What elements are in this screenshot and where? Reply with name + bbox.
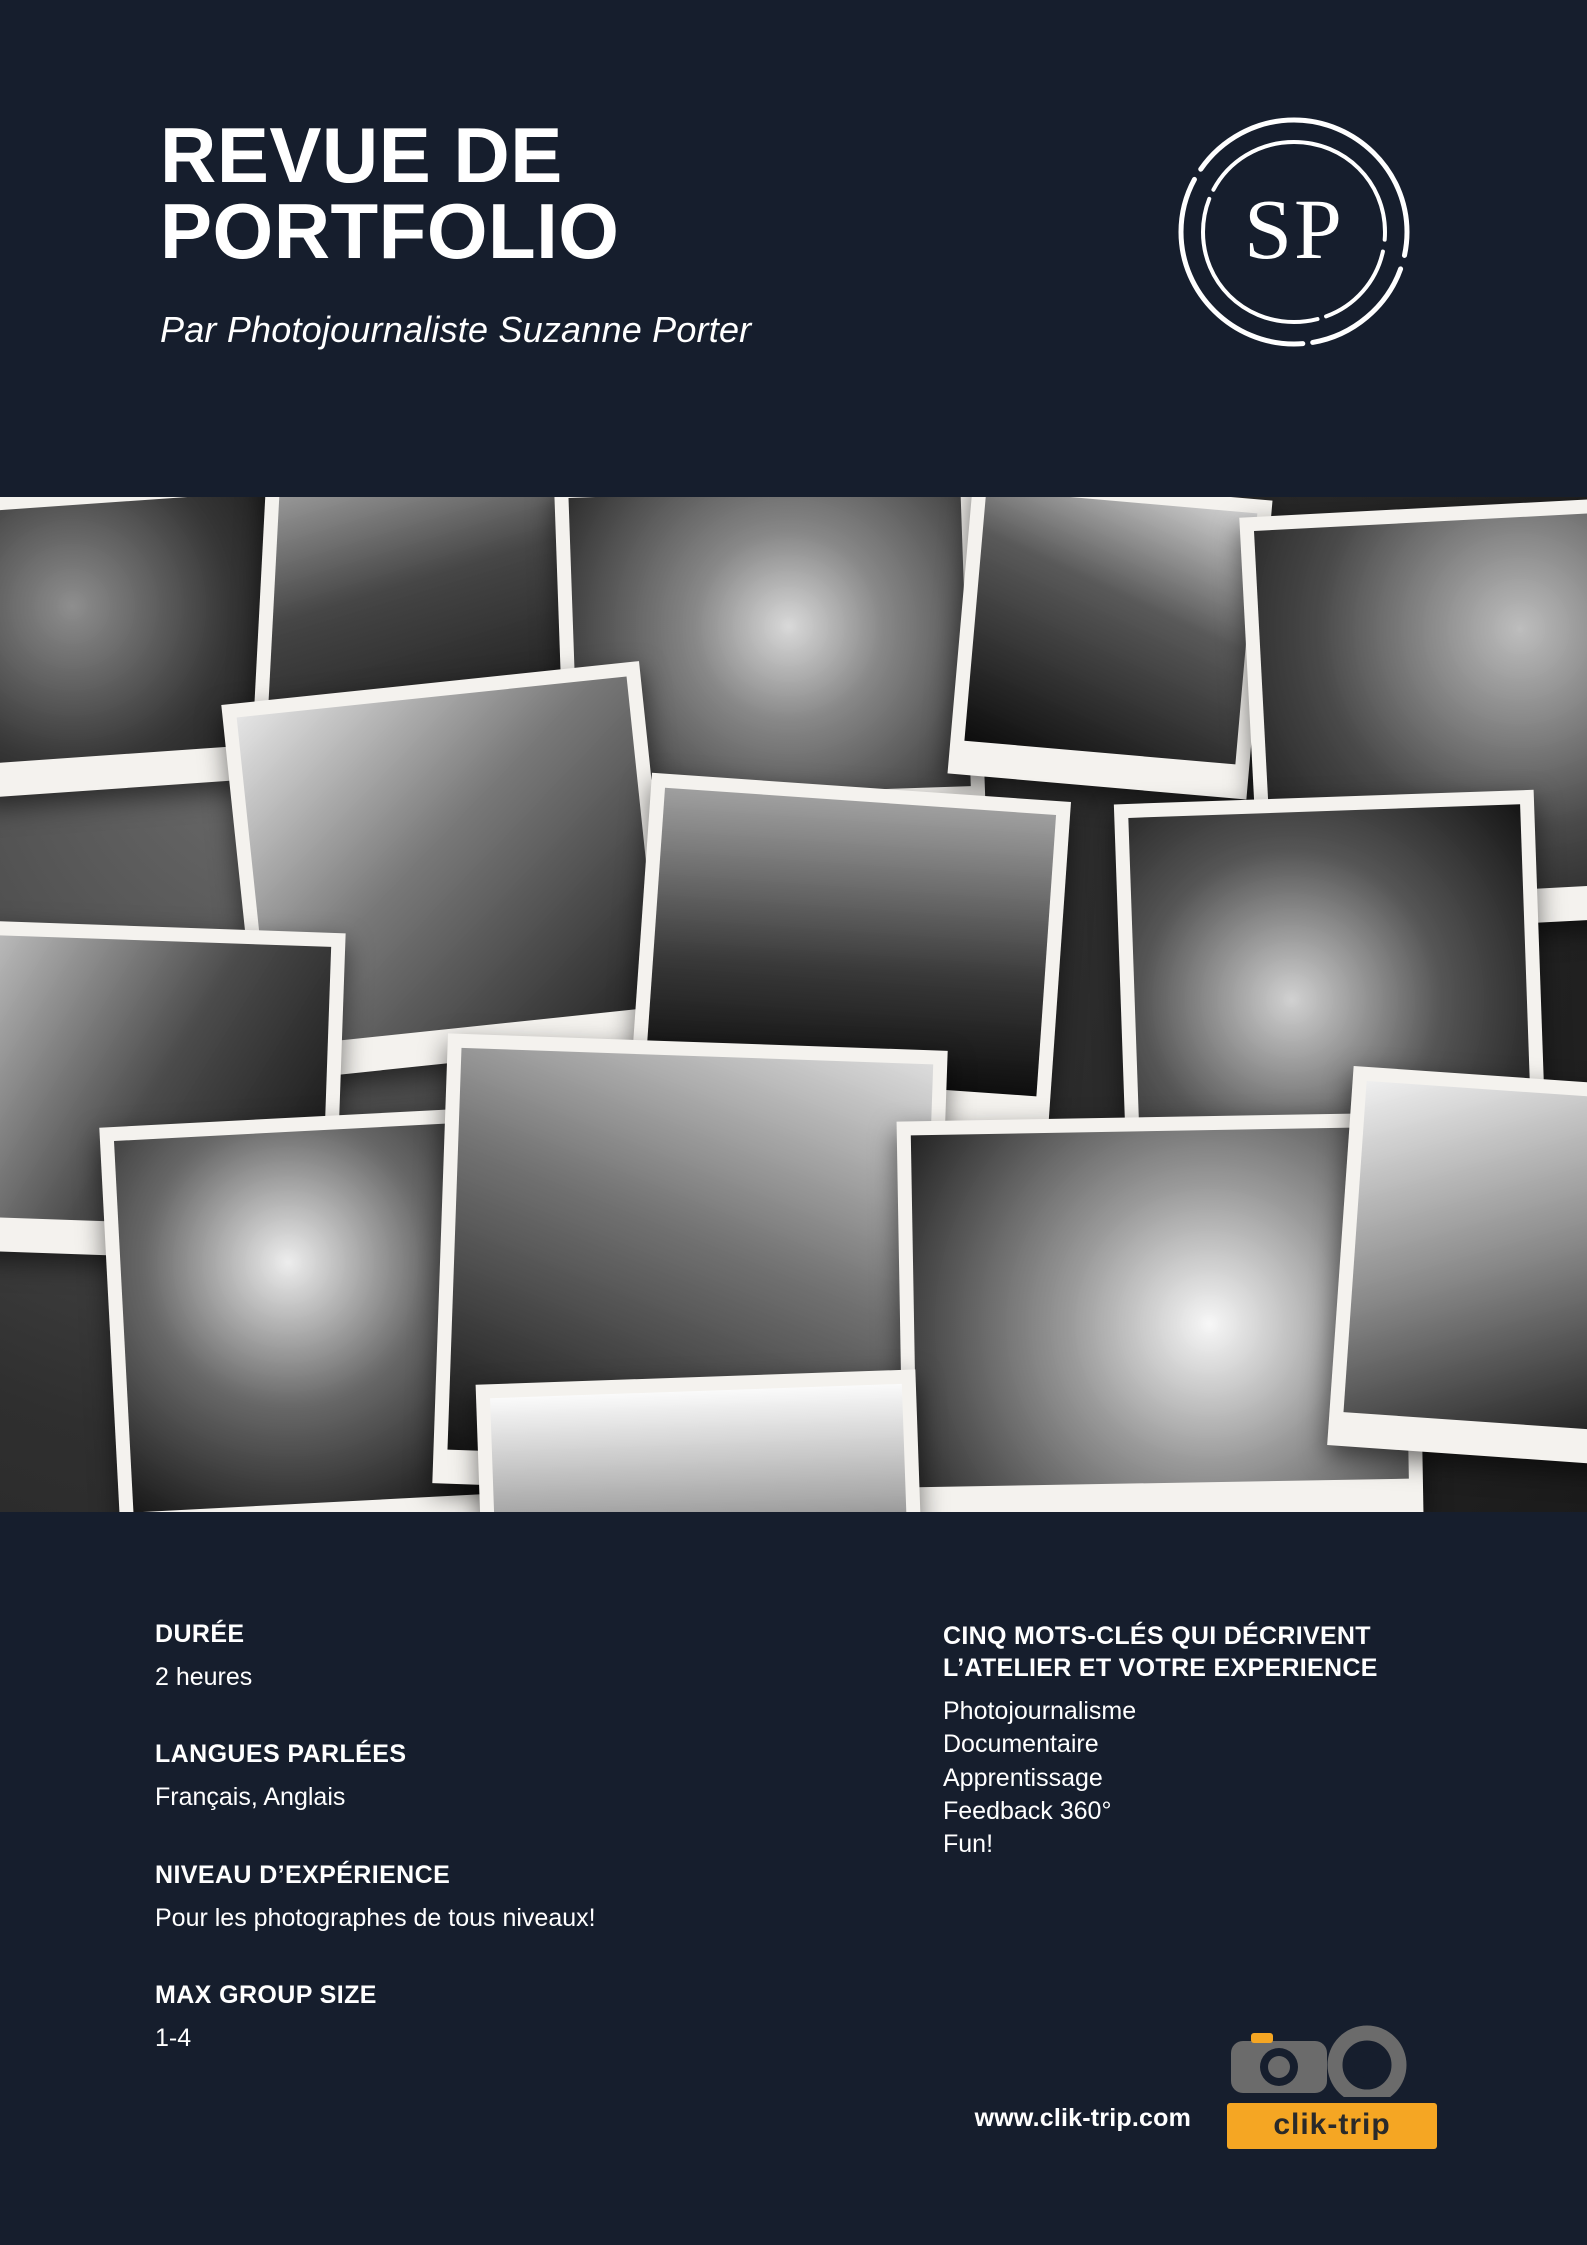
detail-value: 2 heures xyxy=(155,1663,253,1691)
detail-label: NIVEAU D’EXPÉRIENCE xyxy=(155,1860,451,1889)
brand-logo xyxy=(1227,2025,1437,2149)
photo-image xyxy=(490,1384,909,1512)
info-section xyxy=(0,1512,1587,2245)
website-link[interactable]: www.clik-trip.com xyxy=(974,2104,1191,2132)
collage-photo xyxy=(1327,1066,1587,1468)
detail-duration xyxy=(155,1620,895,1693)
collage-photo xyxy=(947,497,1272,800)
list-item: Feedback 360° xyxy=(943,1796,1112,1825)
detail-value: Français, Anglais xyxy=(155,1783,346,1812)
detail-experience-level xyxy=(155,1861,895,1934)
detail-label: MAX GROUP SIZE xyxy=(155,1980,377,2009)
detail-languages xyxy=(155,1740,895,1813)
page-title: REVUE DE PORTFOLIO xyxy=(160,111,620,275)
photo-image xyxy=(1343,1081,1587,1433)
keywords-list xyxy=(943,1695,1437,1861)
keywords-column xyxy=(895,1620,1437,2245)
photo-image xyxy=(964,497,1257,764)
photo-collage xyxy=(0,497,1587,1512)
camera-icon xyxy=(1227,2025,1437,2097)
details-column xyxy=(155,1620,895,2245)
collage-photo xyxy=(476,1369,925,1512)
list-item: Documentaire xyxy=(943,1730,1099,1759)
detail-max-group-size xyxy=(155,1981,895,2054)
svg-text:SP: SP xyxy=(1244,181,1344,277)
sp-logo-stamp xyxy=(1159,108,1429,358)
poster-header xyxy=(0,0,1587,497)
brand-name: clik-trip xyxy=(1227,2103,1437,2149)
list-item: Apprentissage xyxy=(943,1763,1103,1792)
page-subtitle: Par Photojournaliste Suzanne Porter xyxy=(160,309,752,351)
detail-value: Pour les photographes de tous niveaux! xyxy=(155,1903,596,1932)
detail-value: 1-4 xyxy=(155,2023,192,2052)
detail-label: LANGUES PARLÉES xyxy=(155,1740,407,1769)
footer xyxy=(975,2025,1437,2149)
list-item: Photojournalisme xyxy=(943,1697,1137,1725)
list-item: Fun! xyxy=(943,1830,994,1858)
detail-label: DURÉE xyxy=(155,1620,245,1648)
keywords-title: CINQ MOTS-CLÉS QUI DÉCRIVENT L’ATELIER ET VOTRE EXPERIENCE xyxy=(943,1622,1378,1682)
